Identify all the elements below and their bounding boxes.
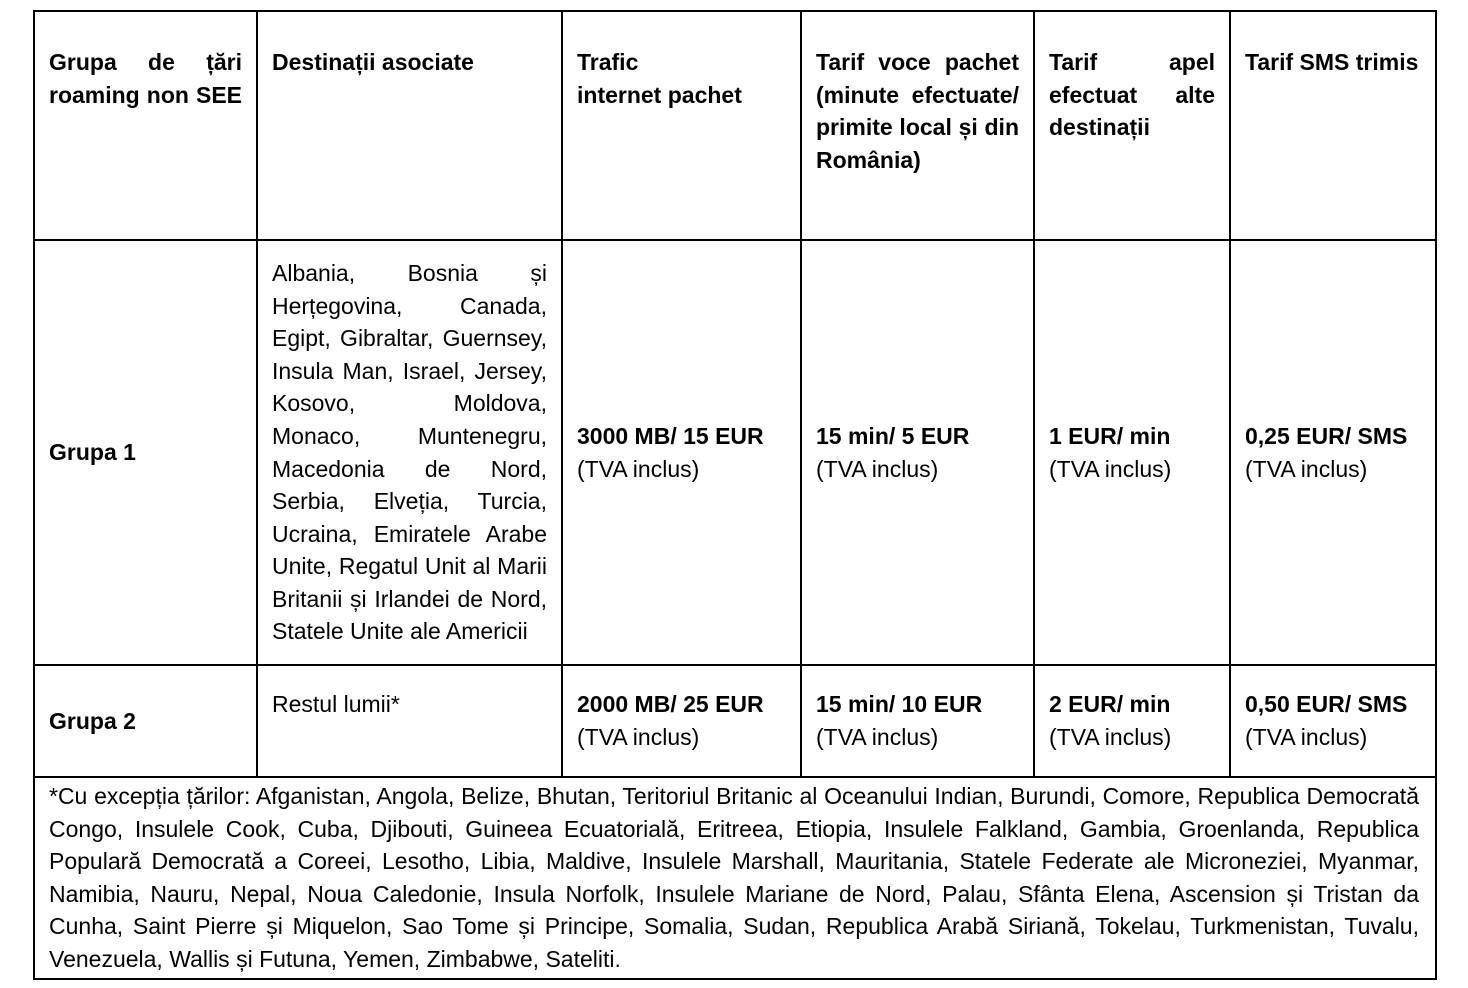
voice-2-value: 15 min/ 10 EUR [816, 691, 983, 718]
header-other-calls [1034, 11, 1230, 240]
cell-internet-2 [562, 665, 801, 777]
header-destinations: Destinații asociate [257, 11, 562, 240]
cell-sms-1 [1230, 240, 1436, 665]
other-calls-1-note: (TVA inclus) [1049, 455, 1172, 482]
group-2-label: Grupa 2 [49, 707, 136, 734]
header-internet [562, 11, 801, 240]
header-other-calls-text: Tarif apel efectuat alte destinații [1049, 49, 1215, 141]
sms-1-note: (TVA inclus) [1245, 455, 1368, 482]
internet-2-note: (TVA inclus) [577, 724, 700, 750]
destinations-2-text: Restul lumii* [272, 691, 400, 718]
header-group [34, 11, 257, 240]
cell-other-calls-1 [1034, 240, 1230, 665]
group-1-label: Grupa 1 [49, 439, 136, 466]
internet-1-note: (TVA inclus) [577, 455, 700, 482]
sms-2-value: 0,50 EUR/ SMS [1245, 691, 1408, 718]
cell-group-1 [34, 240, 257, 665]
roaming-tariff-table [33, 10, 1437, 980]
other-calls-2-value: 2 EUR/ min [1049, 691, 1171, 718]
header-voice [801, 11, 1034, 240]
table-header-row [34, 11, 1436, 240]
destinations-2-spacer [272, 721, 547, 754]
header-voice-text: Tarif voce pachet (minute efectuate/ primite local și din România) [816, 49, 1019, 173]
sms-2-note: (TVA inclus) [1245, 724, 1368, 750]
header-internet-line2: internet pachet [577, 81, 742, 108]
other-calls-2-note: (TVA inclus) [1049, 724, 1172, 750]
cell-internet-1 [562, 240, 801, 665]
header-group-text: Grupa de țări roaming non SEE [49, 49, 242, 108]
voice-1-value: 15 min/ 5 EUR [816, 422, 970, 449]
voice-2-note: (TVA inclus) [816, 724, 939, 750]
internet-1-value: 3000 MB/ 15 EUR [577, 422, 764, 449]
cell-voice-2 [801, 665, 1034, 777]
header-internet-line1: Trafic [577, 49, 639, 75]
footnote: *Cu excepția țărilor: Afganistan, Angola, Belize, Bhutan, Teritoriul Britanic al Oceanului Indian, Burundi, Comore, Republica Democrată Congo, Insulele Cook, Cuba, Djibouti, Guineea Ecuatorială, Eritreea, Etiopia, Insulele Falkland, Gambia, Groenlanda, Republica Populară Democrată a Coreei, Lesotho, Libia, Maldive, Insulele Marshall, Mauritania, Statele Federate ale Microneziei, Myanmar, Namibia, Nauru, Nepal, Noua Caledonie, Insula Norfolk, Insulele Mariane de Nord, Palau, Sfânta Elena, Ascension și Tristan da Cunha, Saint Pierre și Miquelon, Sao Tome și Principe, Somalia, Sudan, Republica Arabă Siriană, Tokelau, Turkmenistan, Tuvalu, Venezuela, Wallis și Futuna, Yemen, Zimbabwe, Sateliti. [34, 777, 1436, 979]
table-footnote-row [34, 777, 1436, 979]
sms-1-value: 0,25 EUR/ SMS [1245, 422, 1408, 449]
cell-destinations-1: Albania, Bosnia și Herțegovina, Canada, Egipt, Gibraltar, Guernsey, Insula Man, Israel, Jersey, Kosovo, Moldova, Monaco, Muntenegru, Macedonia de Nord, Serbia, Elveția, Turcia, Ucraina, Emiratele Arabe Unite, Regatul Unit al Marii Britanii și Irlandei de Nord, Statele Unite ale Americii [257, 240, 562, 665]
cell-other-calls-2 [1034, 665, 1230, 777]
table-row-group-1 [34, 240, 1436, 665]
internet-2-value: 2000 MB/ 25 EUR [577, 691, 764, 718]
cell-voice-1 [801, 240, 1034, 665]
header-sms: Tarif SMS trimis [1230, 11, 1436, 240]
cell-destinations-2 [257, 665, 562, 777]
table-row-group-2 [34, 665, 1436, 777]
cell-group-2 [34, 665, 257, 777]
voice-1-note: (TVA inclus) [816, 455, 939, 482]
other-calls-1-value: 1 EUR/ min [1049, 422, 1171, 449]
cell-sms-2 [1230, 665, 1436, 777]
